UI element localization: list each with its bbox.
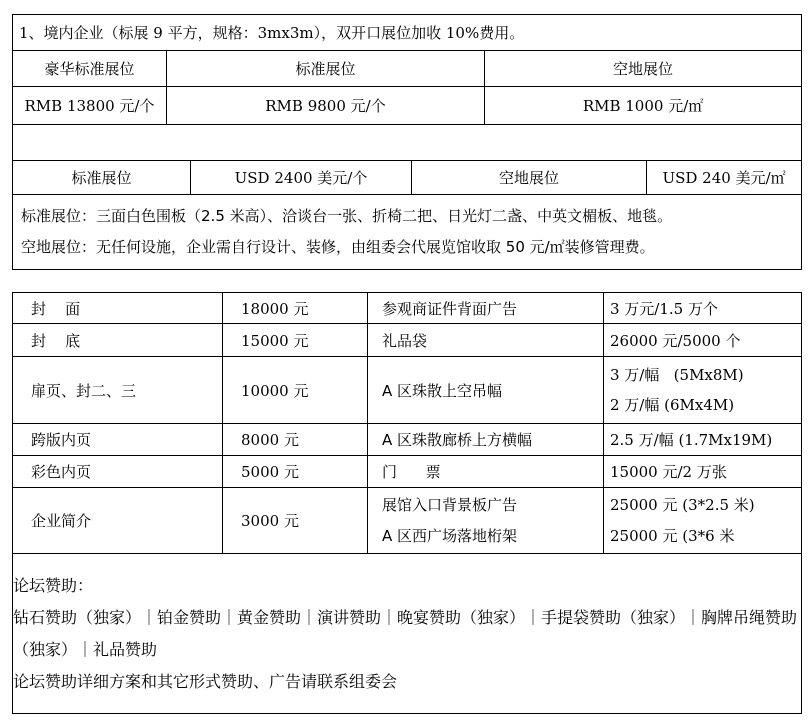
- raw-space-header: 空地展位: [485, 51, 802, 87]
- luxury-booth-price: RMB 13800 元/个: [13, 87, 167, 125]
- forum-sponsor-list: 钻石赞助（独家）｜铂金赞助｜黄金赞助｜演讲赞助｜晚宴赞助（独家）｜手提袋赞助（独家）｜胸牌吊绳赞助（独家）｜礼品赞助: [13, 607, 798, 659]
- raw-space-note: 空地展位：无任何设施，企业需自行设计、装修，由组委会代展览馆收取 50 元/㎡装修管理费。: [21, 238, 655, 256]
- booth-pricing-table: [12, 14, 802, 270]
- ad-price: 10000 元: [223, 357, 368, 424]
- foreign-raw-space-label: 空地展位: [412, 161, 647, 195]
- ad-item-2-line: A 区西广场落地桁架: [382, 526, 518, 545]
- domestic-heading-row: [13, 15, 802, 51]
- notes-row: [13, 195, 802, 270]
- ad-price-2-multi: [604, 357, 802, 424]
- ad-price-2-line: 2 万/幅 (6Mx4M): [610, 396, 735, 414]
- ad-price-2-line: 3 万/幅 (5Mx8M): [610, 366, 744, 384]
- advertising-table: [12, 292, 802, 714]
- ad-item-2: A 区珠散上空吊幅: [368, 357, 604, 424]
- ad-price-2-multi: [604, 488, 802, 554]
- ad-row: [13, 324, 802, 357]
- ad-price: 18000 元: [223, 293, 368, 324]
- domestic-heading: 1、境内企业（标展 9 平方，规格：3mx3m），双开口展位加收 10%费用。: [13, 15, 802, 51]
- foreign-price-row: [13, 161, 802, 195]
- empty-row: [13, 125, 802, 161]
- domestic-price-row: [13, 87, 802, 125]
- ad-item: 封 底: [13, 324, 223, 357]
- ad-row: [13, 424, 802, 456]
- ad-item-2: 参观商证件背面广告: [368, 293, 604, 324]
- ad-item: 企业简介: [13, 488, 223, 554]
- ad-item: 彩色内页: [13, 456, 223, 488]
- empty-cell: [13, 125, 802, 161]
- forum-title: 论坛赞助：: [13, 575, 94, 595]
- booth-notes: [13, 195, 802, 270]
- ad-item: 扉页、封二、三: [13, 357, 223, 424]
- ad-item-2: A 区珠散廊桥上方横幅: [368, 424, 604, 456]
- ad-row: [13, 357, 802, 424]
- luxury-booth-header: 豪华标准展位: [13, 51, 167, 87]
- ad-item: 封 面: [13, 293, 223, 324]
- ad-item-2: 礼品袋: [368, 324, 604, 357]
- ad-price: 5000 元: [223, 456, 368, 488]
- ad-price-2-line: 25000 元 (3*2.5 米): [610, 495, 755, 514]
- domestic-header-row: [13, 51, 802, 87]
- ad-price: 8000 元: [223, 424, 368, 456]
- raw-space-price: RMB 1000 元/㎡: [485, 87, 802, 125]
- foreign-raw-space-price: USD 240 美元/㎡: [647, 161, 802, 195]
- ad-item-2-multi: [368, 488, 604, 554]
- ad-price-2: 3 万元/1.5 万个: [604, 293, 802, 324]
- ad-item: 跨版内页: [13, 424, 223, 456]
- ad-price-2: 2.5 万/幅 (1.7Mx19M): [604, 424, 802, 456]
- ad-item-2: 门 票: [368, 456, 604, 488]
- ad-item-2-line: 展馆入口背景板广告: [382, 495, 518, 514]
- foreign-standard-booth-label: 标准展位: [13, 161, 191, 195]
- forum-contact: 论坛赞助详细方案和其它形式赞助、广告请联系组委会: [13, 671, 398, 691]
- ad-row: [13, 293, 802, 324]
- ad-price-2: 26000 元/5000 个: [604, 324, 802, 357]
- ad-price-2: 15000 元/2 万张: [604, 456, 802, 488]
- ad-price-2-line: 25000 元 (3*6 米: [610, 526, 735, 545]
- ad-price: 3000 元: [223, 488, 368, 554]
- forum-sponsorship: [13, 554, 802, 714]
- ad-price: 15000 元: [223, 324, 368, 357]
- ad-row: [13, 456, 802, 488]
- forum-row: [13, 554, 802, 714]
- standard-booth-header: 标准展位: [167, 51, 485, 87]
- standard-booth-price: RMB 9800 元/个: [167, 87, 485, 125]
- ad-row: [13, 488, 802, 554]
- foreign-standard-booth-price: USD 2400 美元/个: [191, 161, 412, 195]
- standard-booth-note: 标准展位：三面白色围板（2.5 米高）、洽谈台一张、折椅二把、日光灯二盏、中英文楣板、地毯。: [21, 207, 673, 225]
